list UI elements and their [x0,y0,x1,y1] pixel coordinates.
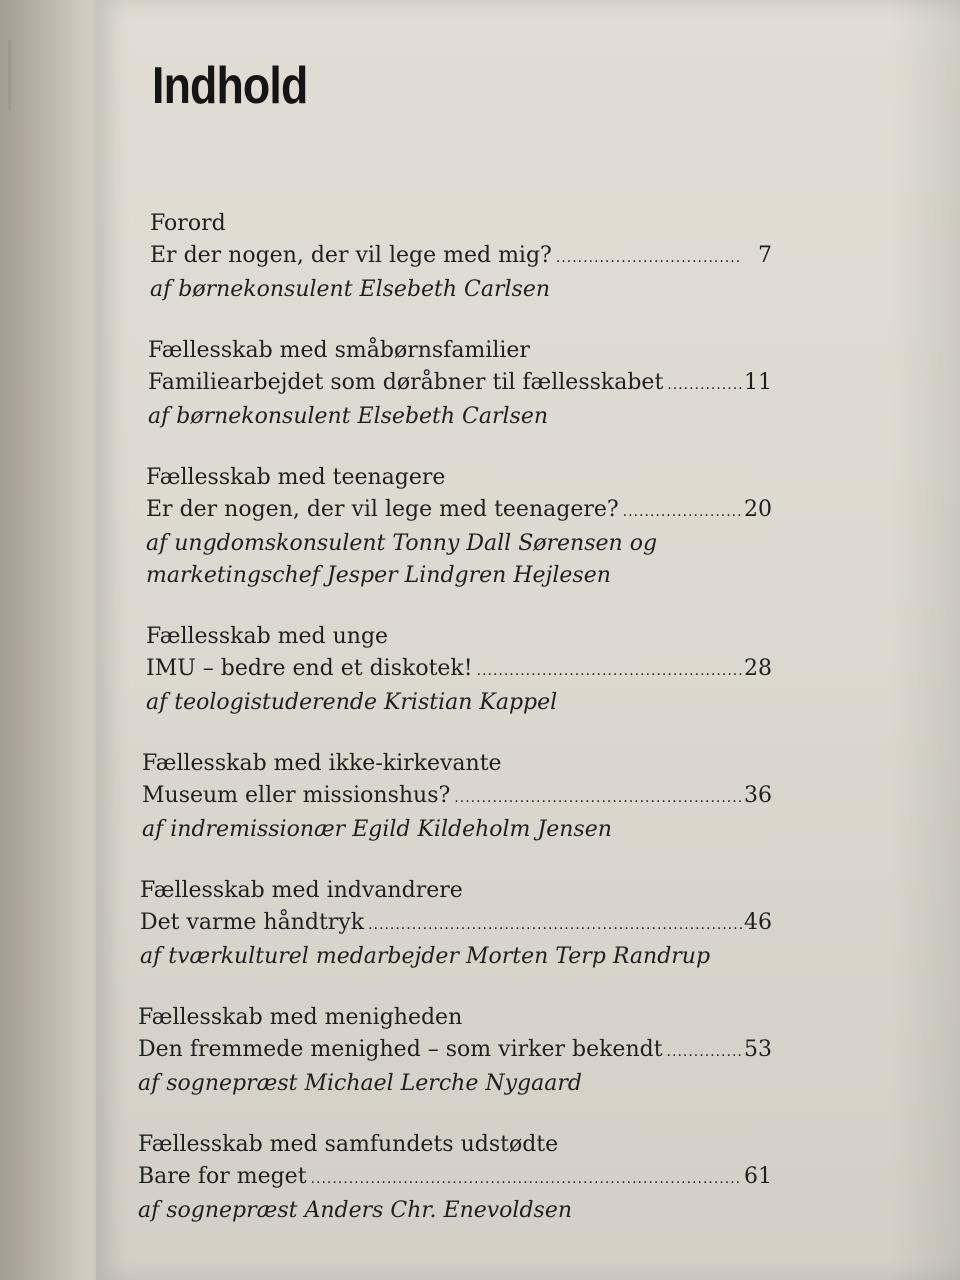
toc-leader-dots [477,655,742,687]
toc-title: Bare for meget [138,1164,307,1189]
toc-section: Fællesskab med teenagere [146,465,446,490]
toc-section: Fællesskab med småbørnsfamilier [148,338,530,363]
table-of-contents [140,208,772,1256]
page-shadow [890,0,960,1280]
toc-page-number: 7 [758,243,772,268]
toc-author: af tværkulturel medarbejder Morten Terp Randrup [140,944,711,969]
toc-title-line [146,494,772,528]
toc-page-number: 11 [744,370,772,395]
toc-title: Den fremmede menighed – som virker bekendt [138,1037,663,1062]
page-title: Indhold [152,57,308,115]
toc-title: IMU – bedre end et diskotek! [146,656,473,681]
toc-title: Museum eller missionshus? [142,783,451,808]
toc-page-number: 46 [744,910,772,935]
toc-page-number: 20 [744,497,772,522]
toc-title: Er der nogen, der vil lege med teenagere? [146,497,619,522]
toc-author: af teologistuderende Kristian Kappel [146,690,558,715]
toc-page-number: 36 [744,783,772,808]
toc-leader-dots [556,242,742,274]
toc-leader-dots [667,1036,742,1068]
toc-entry [150,208,772,306]
toc-author: af ungdomskonsulent Tonny Dall Sørensen og [146,531,658,556]
toc-leader-dots [311,1163,742,1195]
toc-entry [142,748,772,846]
toc-title-line [146,653,772,687]
toc-title: Er der nogen, der vil lege med mig? [150,243,552,268]
contents-page [96,0,960,1280]
toc-title-line [138,1034,772,1068]
toc-entry [146,621,772,719]
toc-leader-dots [454,782,742,814]
toc-section: Fællesskab med unge [146,624,389,649]
toc-title-line [138,1161,772,1195]
toc-author: af børnekonsulent Elsebeth Carlsen [148,404,549,429]
toc-section: Forord [150,211,226,236]
toc-title-line [142,780,772,814]
toc-leader-dots [623,496,742,528]
toc-author: af indremissionær Egild Kildeholm Jensen [142,817,612,842]
previous-page-edge [0,0,96,1280]
toc-section: Fællesskab med samfundets udstødte [138,1132,559,1157]
toc-entry [140,875,772,973]
toc-page-number: 53 [744,1037,772,1062]
toc-author: af sognepræst Anders Chr. Enevoldsen [138,1198,573,1223]
toc-page-number: 61 [744,1164,772,1189]
toc-title-line [148,367,772,401]
toc-entry [148,335,772,433]
toc-entry [146,462,772,592]
toc-author-continued: marketingschef Jesper Lindgren Hejlesen [146,563,611,588]
toc-section: Fællesskab med ikke-kirkevante [142,751,502,776]
page-edge-mark [8,40,41,110]
toc-leader-dots [667,369,742,401]
toc-title: Det varme håndtryk [140,910,365,935]
toc-section: Fællesskab med indvandrere [140,878,463,903]
toc-title-line [140,907,772,941]
toc-author: af børnekonsulent Elsebeth Carlsen [150,277,551,302]
toc-section: Fællesskab med menigheden [138,1005,463,1030]
toc-entry [138,1002,772,1100]
toc-title: Familiearbejdet som døråbner til fællesskabet [148,370,664,395]
toc-page-number: 28 [744,656,772,681]
toc-entry [138,1129,772,1227]
toc-leader-dots [368,909,742,941]
toc-title-line [150,240,772,274]
toc-author: af sognepræst Michael Lerche Nygaard [138,1071,582,1096]
